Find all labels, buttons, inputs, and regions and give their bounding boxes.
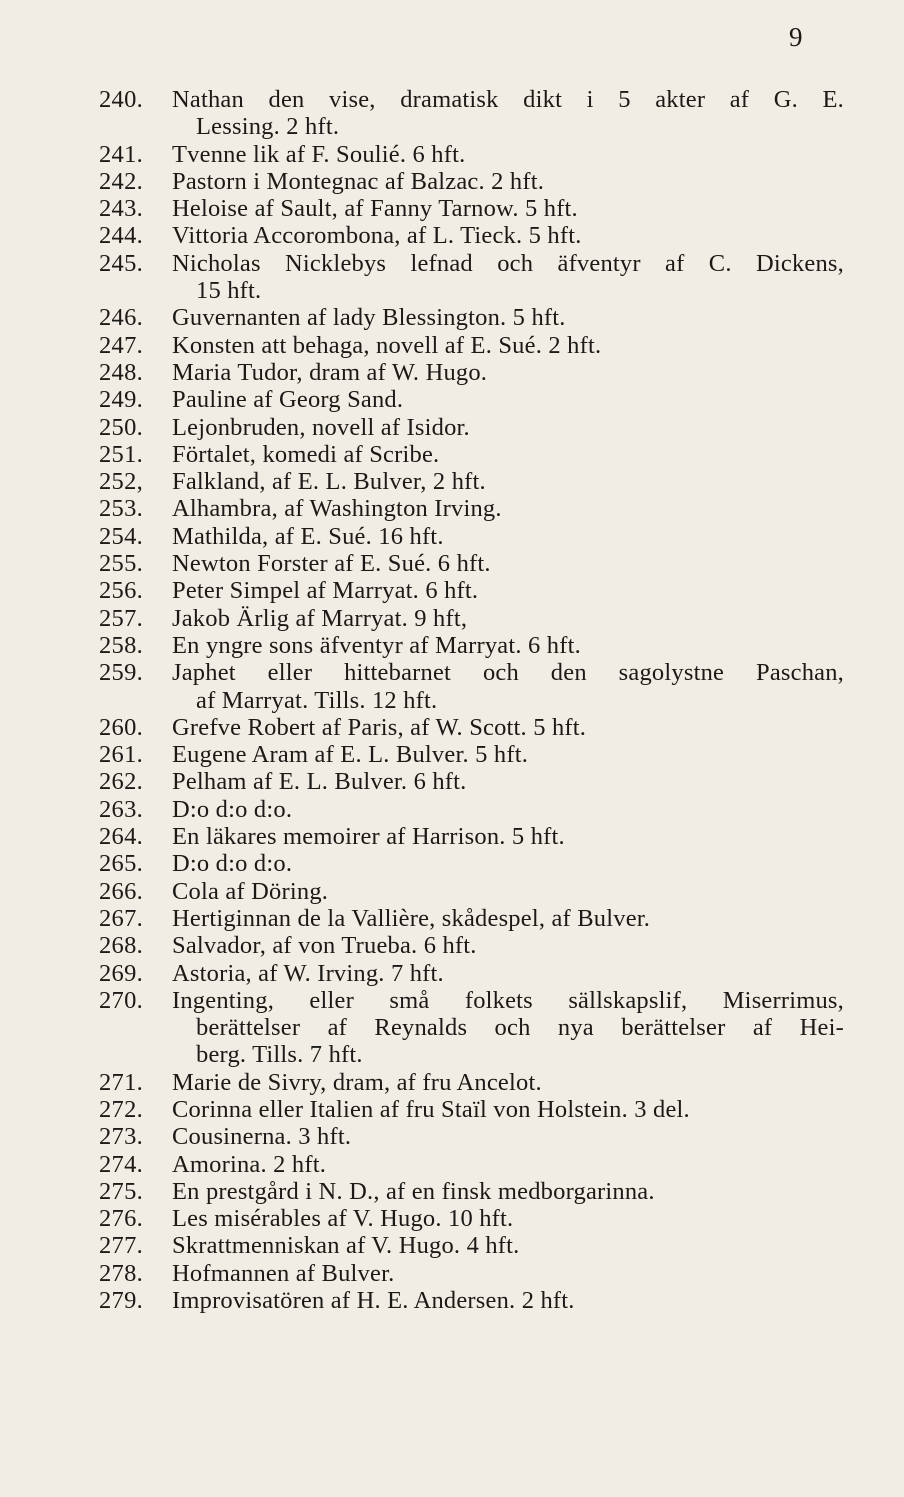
entry-number: 277. [99, 1232, 144, 1260]
catalogue-entry [0, 304, 904, 331]
entry-number: 264. [99, 823, 144, 851]
entry-title: Improvisatören af H. E. Andersen. 2 hft. [172, 1287, 575, 1315]
catalogue-entry [0, 86, 904, 141]
entry-number: 250. [99, 413, 144, 441]
catalogue-entry [0, 823, 904, 850]
entry-number: 270. [99, 986, 144, 1014]
entry-title: Grefve Robert af Paris, af W. Scott. 5 hft. [172, 713, 587, 741]
entry-number: 257. [99, 604, 144, 632]
entry-number: 265. [99, 850, 144, 878]
entry-title: Cola af Döring. [172, 877, 329, 905]
catalogue-entry [0, 932, 904, 959]
entry-number: 252, [99, 468, 144, 496]
entry-title: Nathan den vise, dramatisk dikt i 5 akter af G. E. [172, 86, 844, 113]
catalogue-entry [0, 905, 904, 932]
catalogue-entry [0, 741, 904, 768]
catalogue-list [0, 86, 904, 1314]
entry-title: Japhet eller hittebarnet och den sagolystne Paschan, [172, 659, 844, 687]
catalogue-entry [0, 768, 904, 795]
entry-title: Hofmannen af Bulver. [172, 1259, 395, 1287]
entry-number: 241. [99, 140, 144, 168]
entry-number: 244. [99, 222, 144, 250]
catalogue-entry [0, 605, 904, 632]
catalogue-entry [0, 960, 904, 987]
catalogue-entry [0, 386, 904, 413]
catalogue-entry [0, 577, 904, 604]
entry-number: 255. [99, 550, 144, 578]
catalogue-entry [0, 1123, 904, 1150]
catalogue-entry [0, 850, 904, 877]
entry-number: 256. [99, 577, 144, 605]
entry-number: 263. [99, 795, 144, 823]
catalogue-entry [0, 714, 904, 741]
entry-title: Amorina. 2 hft. [172, 1150, 327, 1178]
entry-title-continuation: 15 hft. [196, 277, 262, 305]
entry-title-continuation: berg. Tills. 7 hft. [196, 1041, 363, 1069]
entry-title: Falkland, af E. L. Bulver, 2 hft. [172, 468, 486, 496]
entry-number: 246. [99, 304, 144, 332]
entry-title: Skrattmenniskan af V. Hugo. 4 hft. [172, 1232, 520, 1260]
entry-title-continuation: af Marryat. Tills. 12 hft. [196, 686, 438, 714]
entry-title: Hertiginnan de la Vallière, skådespel, af Bulver. [172, 904, 651, 932]
page-number: 9 [789, 22, 803, 52]
entry-title: Lejonbruden, novell af Isidor. [172, 413, 470, 441]
entry-number: 276. [99, 1205, 144, 1233]
catalogue-entry [0, 441, 904, 468]
catalogue-entry [0, 414, 904, 441]
entry-number: 279. [99, 1287, 144, 1315]
catalogue-entry [0, 195, 904, 222]
entry-title: En läkares memoirer af Harrison. 5 hft. [172, 823, 565, 851]
entry-number: 240. [99, 86, 144, 113]
entry-number: 253. [99, 495, 144, 523]
entry-title: Eugene Aram af E. L. Bulver. 5 hft. [172, 741, 529, 769]
catalogue-entry [0, 796, 904, 823]
catalogue-entry [0, 141, 904, 168]
catalogue-entry [0, 1178, 904, 1205]
entry-title: D:o d:o d:o. [172, 795, 293, 823]
entry-title: Jakob Ärlig af Marryat. 9 hft, [172, 604, 468, 632]
catalogue-entry [0, 659, 904, 714]
entry-title: Pelham af E. L. Bulver. 6 hft. [172, 768, 467, 796]
catalogue-entry [0, 1205, 904, 1232]
entry-number: 275. [99, 1177, 144, 1205]
catalogue-entry [0, 1069, 904, 1096]
entry-title: Vittoria Accorombona, af L. Tieck. 5 hft. [172, 222, 582, 250]
entry-title: Pauline af Georg Sand. [172, 386, 404, 414]
entry-number: 245. [99, 249, 144, 277]
entry-title: Salvador, af von Trueba. 6 hft. [172, 932, 477, 960]
entry-number: 271. [99, 1068, 144, 1096]
catalogue-entry [0, 1151, 904, 1178]
entry-title: Guvernanten af lady Blessington. 5 hft. [172, 304, 566, 332]
entry-title: Mathilda, af E. Sué. 16 hft. [172, 522, 444, 550]
entry-title: Peter Simpel af Marryat. 6 hft. [172, 577, 479, 605]
entry-title: Alhambra, af Washington Irving. [172, 495, 502, 523]
catalogue-entry [0, 1260, 904, 1287]
entry-title: Heloise af Sault, af Fanny Tarnow. 5 hft. [172, 195, 578, 223]
entry-title-continuation: Lessing. 2 hft. [196, 113, 340, 141]
entry-title: Cousinerna. 3 hft. [172, 1123, 352, 1151]
entry-number: 243. [99, 195, 144, 223]
entry-title: D:o d:o d:o. [172, 850, 293, 878]
entry-title: En prestgård i N. D., af en finsk medborgarinna. [172, 1177, 655, 1205]
entry-title: Ingenting, eller små folkets sällskapslif, Miserrimus, [172, 986, 844, 1014]
entry-title: Marie de Sivry, dram, af fru Ancelot. [172, 1068, 542, 1096]
entry-title: Maria Tudor, dram af W. Hugo. [172, 358, 488, 386]
entry-number: 274. [99, 1150, 144, 1178]
catalogue-entry [0, 168, 904, 195]
catalogue-entry [0, 359, 904, 386]
entry-title-continuation: berättelser af Reynalds och nya berättelser af Hei- [196, 1014, 844, 1042]
entry-title: Astoria, af W. Irving. 7 hft. [172, 959, 444, 987]
entry-number: 268. [99, 932, 144, 960]
catalogue-entry [0, 523, 904, 550]
entry-number: 248. [99, 358, 144, 386]
entry-number: 260. [99, 713, 144, 741]
entry-number: 247. [99, 331, 144, 359]
entry-number: 266. [99, 877, 144, 905]
catalogue-entry [0, 1096, 904, 1123]
entry-title: Konsten att behaga, novell af E. Sué. 2 hft. [172, 331, 602, 359]
entry-number: 261. [99, 741, 144, 769]
entry-number: 272. [99, 1095, 144, 1123]
entry-number: 259. [99, 659, 144, 687]
entry-number: 278. [99, 1259, 144, 1287]
catalogue-entry [0, 1232, 904, 1259]
entry-title: En yngre sons äfventyr af Marryat. 6 hft. [172, 631, 581, 659]
entry-title: Pastorn i Montegnac af Balzac. 2 hft. [172, 167, 545, 195]
entry-number: 273. [99, 1123, 144, 1151]
entry-title: Nicholas Nicklebys lefnad och äfventyr af C. Dickens, [172, 249, 844, 277]
catalogue-entry [0, 468, 904, 495]
entry-title: Förtalet, komedi af Scribe. [172, 440, 440, 468]
entry-number: 249. [99, 386, 144, 414]
catalogue-entry [0, 1287, 904, 1314]
entry-number: 267. [99, 904, 144, 932]
entry-number: 262. [99, 768, 144, 796]
entry-number: 251. [99, 440, 144, 468]
catalogue-entry [0, 878, 904, 905]
entry-number: 242. [99, 167, 144, 195]
entry-number: 258. [99, 631, 144, 659]
catalogue-entry [0, 332, 904, 359]
entry-number: 254. [99, 522, 144, 550]
catalogue-entry [0, 222, 904, 249]
entry-title: Newton Forster af E. Sué. 6 hft. [172, 550, 491, 578]
entry-title: Les misérables af V. Hugo. 10 hft. [172, 1205, 514, 1233]
catalogue-entry [0, 987, 904, 1069]
catalogue-entry [0, 550, 904, 577]
entry-number: 269. [99, 959, 144, 987]
catalogue-entry [0, 250, 904, 305]
entry-title: Tvenne lik af F. Soulié. 6 hft. [172, 140, 466, 168]
catalogue-entry [0, 632, 904, 659]
catalogue-entry [0, 495, 904, 522]
entry-title: Corinna eller Italien af fru Staïl von Holstein. 3 del. [172, 1095, 690, 1123]
